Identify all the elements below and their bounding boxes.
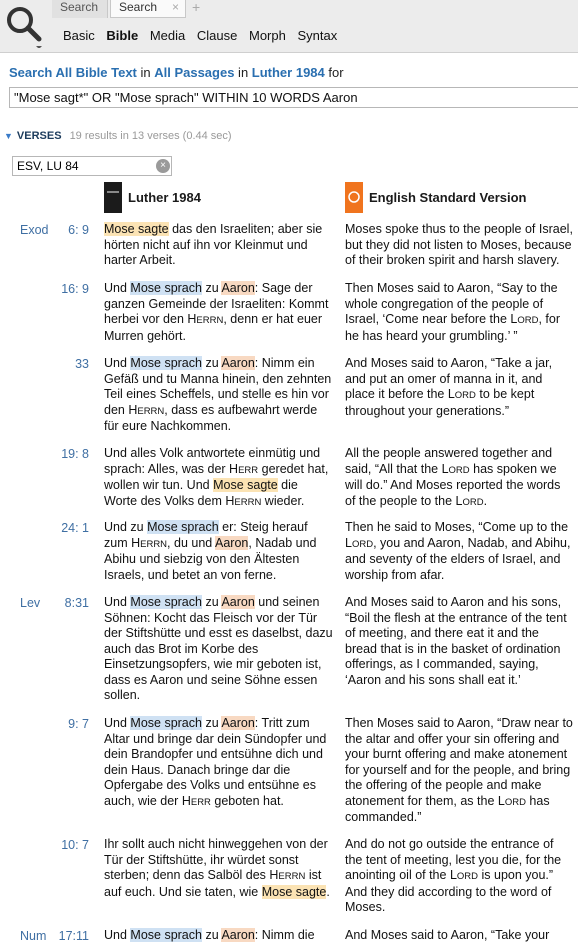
search-type-tabs (63, 28, 345, 43)
tab-media[interactable]: Media (149, 28, 186, 43)
scope-text: in (136, 65, 155, 80)
esv-verse-text: And do not go outside the entrance of the tent of meeting, lest you die, for the anointing oil of the LORD is upon you.” And they did according to the word of Moses. (345, 837, 562, 914)
section-title: VERSES (16, 130, 62, 142)
luther-verse-text: Und zu Mose sprach er: Steig herauf zum HERRN, du und Aaron, Nadab und Abihu und siebzig von den Ältesten Israels, und betet an von ferne. (104, 520, 317, 582)
search-scope-line (9, 65, 344, 80)
book-label[interactable]: Num (20, 929, 47, 943)
verse-ref[interactable]: 19: 8 (61, 447, 89, 461)
luther-verse-text: Und Mose sprach zu Aaron: Nimm die (104, 928, 315, 942)
version-filter-input[interactable] (12, 156, 172, 176)
result-count: 19 results in 13 verses (0.44 sec) (69, 130, 232, 142)
esv-verse-text: And Moses said to Aaron and his sons, “Boil the flesh at the entrance of the tent of meeting, and there eat it and the bread that is in the basket of ordination offerings, as I commanded, saying, ‘Aaron and his sons shall eat it.’ (345, 595, 567, 687)
esv-verse-text: Moses spoke thus to the people of Israel, but they did not listen to Moses, because of their broken spirit and harsh slavery. (345, 222, 573, 267)
version-link[interactable]: Luther 1984 (251, 65, 325, 80)
esv-verse-text: Then Moses said to Aaron, “Draw near to the altar and offer your sin offering and your burnt offering and make atonement for yourself and for the people, and bring the offering of the people and make atonement for them, as the LORD has commanded.” (345, 716, 573, 824)
verse-ref[interactable]: 24: 1 (61, 521, 89, 535)
tab-syntax[interactable]: Syntax (297, 28, 338, 43)
tab-clause[interactable]: Clause (196, 28, 238, 43)
luther-verse-text: Und Mose sprach zu Aaron: Tritt zum Altar und bringe dar dein Sündopfer und dein Brandopfer und entsühne dich und dein Haus. Danach bringe dar die Opfergabe des Volks und entsühne es auch, wie der HERR geboten hat. (104, 716, 327, 808)
esv-verse-text: And Moses said to Aaron, “Take your (345, 928, 550, 942)
scope-text: for (324, 65, 344, 80)
clear-icon[interactable]: × (156, 159, 170, 173)
collapse-triangle-icon[interactable]: ▼ (4, 131, 13, 141)
tab-basic[interactable]: Basic (63, 28, 95, 43)
verses-section-header[interactable] (4, 130, 232, 142)
luther-verse-text: Und Mose sprach zu Aaron und seinen Söhnen: Kocht das Fleisch vor der Tür der Stiftshütte und esst es daselbst, dazu auch das Brot im Korbe des Einsetzungsopfers, wie mir geboten ist, dass es Aaron und seine Söhne essen sollen. (104, 595, 333, 702)
luther-verse-text: Ihr sollt auch nicht hinweggehen von der Tür der Stiftshütte, ihr würdet sonst sterben; denn das Salböl des HERRN ist auf euch. Und sie taten, wie Mose sagte. (104, 837, 330, 899)
search-icon[interactable] (4, 4, 44, 48)
column-title: Luther 1984 (128, 190, 201, 205)
esv-verse-text: All the people answered together and said, “All that the LORD has spoken we will do.” And Moses reported the words of the people to the LORD. (345, 446, 561, 508)
add-tab-button[interactable]: + (192, 0, 201, 15)
scope-text: in (234, 65, 252, 80)
book-label[interactable]: Exod (20, 223, 49, 237)
verse-ref[interactable]: 8:31 (64, 596, 89, 610)
verse-ref[interactable]: 6: 9 (68, 223, 89, 237)
esv-verse-text: And Moses said to Aaron, “Take a jar, and put an omer of manna in it, and place it before the LORD to be kept throughout your generations.” (345, 356, 553, 418)
esv-verse-text: Then he said to Moses, “Come up to the LORD, you and Aaron, Nadab, and Abihu, and seventy of the elders of Israel, and worship from afar. (345, 520, 571, 582)
luther-verse-text: Und alles Volk antwortete einmütig und sprach: Alles, was der HERR geredet hat, wollen wir tun. Und Mose sagte die Worte des Volks dem HERRN wieder. (104, 446, 329, 508)
passages-link[interactable]: All Passages (154, 65, 235, 80)
tab-label: Search (60, 0, 99, 14)
column-title: English Standard Version (369, 190, 527, 205)
book-label[interactable]: Lev (20, 596, 41, 610)
luther-verse-text: Und Mose sprach zu Aaron: Nimm ein Gefäß und tu Manna hinein, den zehnten Teil eines Scheffels, und stelle es hin vor den HERRN, dass es aufbewahrt werde für eure Nachkommen. (104, 356, 332, 433)
tab-morph[interactable]: Morph (248, 28, 286, 43)
toolbar (0, 0, 578, 53)
luther-verse-text: Und Mose sprach zu Aaron: Sage der ganzen Gemeinde der Israeliten: Kommt herbei vor den HERRN, denn er hat euer Murren gehört. (104, 281, 329, 343)
tab-search-2[interactable] (110, 0, 186, 18)
verse-ref[interactable]: 10: 7 (61, 838, 89, 852)
search-mode-link[interactable]: Search All Bible Text (9, 65, 137, 80)
tab-label: Search (119, 0, 158, 14)
verse-ref[interactable]: 33 (75, 357, 89, 371)
verse-ref[interactable]: 9: 7 (68, 717, 89, 731)
verse-ref[interactable]: 17:11 (58, 929, 89, 943)
esv-verse-text: Then Moses said to Aaron, “Say to the whole congregation of the people of Israel, ‘Come near before the LORD, for he has heard your grumbling.’ ” (345, 281, 560, 343)
verse-ref[interactable]: 16: 9 (61, 282, 89, 296)
tab-bible[interactable]: Bible (106, 28, 139, 43)
luther-verse-text: Mose sagte das den Israeliten; aber sie hörten nicht auf ihn vor Kleinmut und harter Arbeit. (104, 222, 323, 267)
book-icon (345, 182, 363, 213)
close-icon[interactable]: × (171, 0, 179, 14)
tab-search-1[interactable] (52, 0, 108, 18)
book-icon (104, 182, 122, 213)
search-input[interactable] (9, 87, 578, 108)
